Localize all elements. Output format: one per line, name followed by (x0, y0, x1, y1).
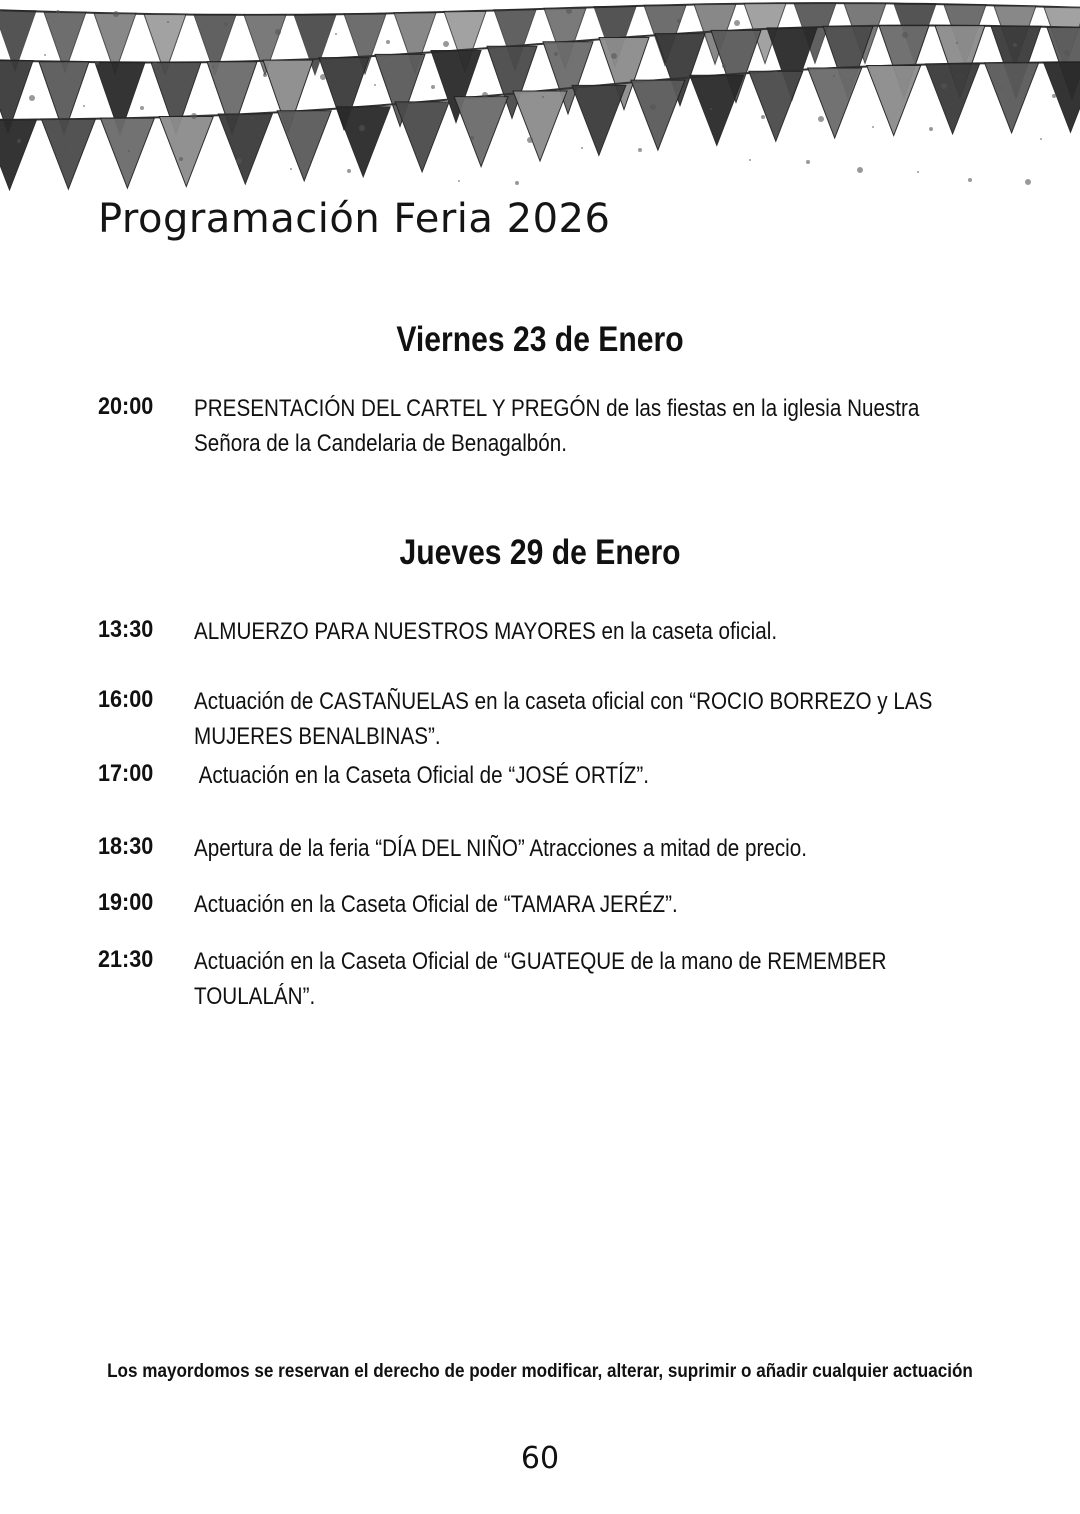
confetti-dot (68, 146, 74, 152)
confetti-dot (833, 75, 835, 77)
event-description: PRESENTACIÓN DEL CARTEL Y PREGÓN de las fiestas en la iglesia Nuestra Señora de la Candelaria de Benagalbón. (194, 395, 920, 457)
event-description: ALMUERZO PARA NUESTROS MAYORES en la caseta oficial. (194, 618, 778, 645)
confetti-dot (1001, 87, 1003, 89)
day-heading-jueves: Jueves 29 de Enero (399, 533, 681, 572)
bunting-flag (926, 64, 980, 134)
event-description: Actuación de CASTAÑUELAS en la caseta oficial con “ROCIO BORREZO y LAS MUJERES BENALBINAS”. (194, 688, 933, 750)
confetti-dot (236, 158, 242, 164)
confetti-dot (845, 31, 849, 35)
confetti-dot (359, 125, 365, 131)
confetti-dot (956, 42, 958, 44)
event-description: Apertura de la feria “DÍA DEL NIÑO” Atracciones a mitad de precio. (194, 835, 807, 862)
confetti-dot (320, 74, 326, 80)
confetti-dot (386, 40, 390, 44)
event-time: 18:30 (98, 833, 154, 860)
confetti-dot (374, 84, 376, 86)
confetti-dot (527, 137, 533, 143)
confetti-dot (941, 83, 947, 89)
event-time: 13:30 (98, 616, 154, 643)
confetti-dot (515, 181, 519, 185)
disclaimer-note: Los mayordomos se reservan el derecho de poder modificar, alterar, suprimir o añadir cualquier actuación (107, 1361, 973, 1382)
bunting-flag (218, 114, 272, 184)
confetti-dot (251, 117, 253, 119)
confetti-dot (482, 92, 488, 98)
confetti-dot (1064, 50, 1070, 56)
confetti-dot (749, 159, 751, 161)
confetti-dot (224, 22, 228, 26)
confetti-dot (872, 126, 874, 128)
confetti-dot (113, 11, 119, 17)
confetti-dot (968, 178, 972, 182)
confetti-dot (818, 116, 824, 122)
confetti-dot (470, 136, 474, 140)
confetti-dot (677, 19, 681, 23)
confetti-dot (335, 33, 337, 35)
bunting-flag (513, 91, 567, 161)
confetti-dot (665, 63, 667, 65)
confetti-dot (275, 29, 281, 35)
confetti-dot (167, 21, 169, 23)
bunting-flag (277, 111, 331, 181)
page-title: Programación Feria 2026 (98, 196, 611, 242)
event-description: Actuación en la Caseta Oficial de “GUATEQUE de la mano de REMEMBER TOULALÁN”. (194, 948, 887, 1010)
confetti-dot (611, 53, 617, 59)
confetti-dot (95, 61, 99, 65)
confetti-dot (773, 71, 779, 77)
confetti-dot (734, 20, 740, 26)
bunting-flag (631, 80, 685, 150)
event-time: 19:00 (98, 889, 154, 916)
event-time: 17:00 (98, 760, 154, 787)
confetti-dot (917, 171, 919, 173)
confetti-dot (1040, 138, 1042, 140)
bunting-flag (454, 97, 508, 167)
confetti-dot (140, 106, 144, 110)
bunting-flag (808, 68, 862, 138)
confetti-dot (83, 105, 85, 107)
day-heading-viernes: Viernes 23 de Enero (396, 320, 684, 359)
confetti-dot (152, 62, 158, 68)
confetti-dot (419, 129, 421, 131)
confetti-dot (1013, 43, 1017, 47)
confetti-dot (929, 127, 933, 131)
bunting-flag (572, 85, 626, 155)
confetti-dot (191, 113, 197, 119)
confetti-dot (806, 160, 810, 164)
confetti-dot (650, 104, 656, 110)
bunting-flag (749, 71, 803, 141)
confetti-dot (128, 150, 130, 152)
bunting-flag (867, 66, 921, 136)
bunting-flag (985, 63, 1039, 133)
confetti-dot (212, 66, 214, 68)
confetti-dot (857, 167, 863, 173)
confetti-dot (761, 115, 765, 119)
bunting-flags-icon (0, 0, 1080, 200)
event-description: Actuación en la Caseta Oficial de “TAMARA JERÉZ”. (194, 891, 678, 918)
page-number: 60 (520, 1441, 560, 1476)
confetti-dot (566, 8, 572, 14)
confetti-dot (902, 32, 908, 38)
confetti-dot (581, 147, 583, 149)
bunting-flag (336, 107, 390, 177)
confetti-dot (56, 10, 60, 14)
event-time: 16:00 (98, 686, 154, 713)
confetti-dot (263, 73, 267, 77)
bunting-flag (1044, 62, 1080, 132)
confetti-dot (626, 12, 628, 14)
event-description: Actuación en la Caseta Oficial de “JOSÉ ORTÍZ”. (194, 762, 650, 789)
confetti-dot (638, 148, 642, 152)
event-time: 21:30 (98, 946, 154, 973)
event-time: 20:00 (98, 393, 154, 420)
confetti-dot (290, 168, 292, 170)
confetti-dot (722, 64, 726, 68)
bunting-flag (100, 118, 154, 188)
confetti-dot (542, 96, 544, 98)
confetti-dot (710, 108, 712, 110)
bunting-flag (395, 102, 449, 172)
confetti-dot (554, 52, 558, 56)
confetti-dot (1025, 179, 1031, 185)
bunting-flag (0, 120, 37, 190)
confetti-dot (44, 54, 46, 56)
confetti-dot (17, 139, 21, 143)
confetti-dot (29, 95, 35, 101)
confetti-dot (458, 180, 460, 182)
confetti-dot (347, 169, 351, 173)
confetti-dot (431, 85, 435, 89)
bunting-flag (159, 117, 213, 187)
confetti-dot (1052, 94, 1056, 98)
confetti-dot (179, 157, 183, 161)
bunting-flag (690, 75, 744, 145)
bunting-flag (41, 119, 95, 189)
confetti-dot (443, 41, 449, 47)
